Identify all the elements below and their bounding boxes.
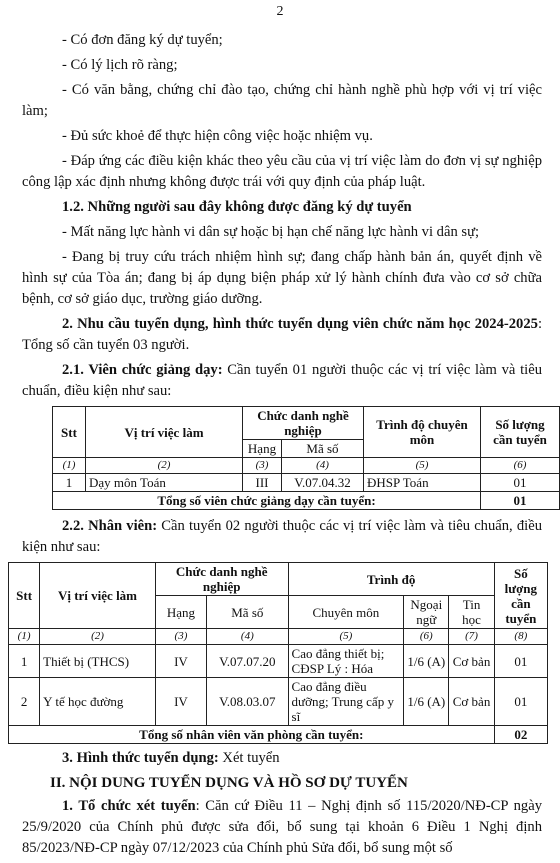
total-row [53, 492, 560, 510]
cell-it: Cơ bản [449, 645, 494, 678]
cell-code: V.08.03.07 [207, 678, 288, 726]
section-II-1 [22, 796, 542, 859]
cell-grade: IV [155, 678, 206, 726]
col-code: Mã số [282, 440, 364, 458]
cell-position: Dạy môn Toán [86, 474, 243, 492]
cell-position: Thiết bị (THCS) [40, 645, 156, 678]
bullet-resume: - Có lý lịch rõ ràng; [62, 57, 178, 73]
cell-position: Y tế học đường [40, 678, 156, 726]
index-cell: (5) [288, 629, 404, 645]
col-qualification: Trình độ chuyên môn [364, 407, 481, 458]
section-2-1-text: Cần tuyển 01 người thuộc các vị trí việc làm và tiêu chuẩn, điều kiện như sau: [22, 362, 542, 399]
section-2-title: 2. Nhu cầu tuyển dụng, hình thức tuyển dụng viên chức năm học 2024-2025 [62, 316, 538, 332]
section-II-1-text: : Căn cứ Điều 11 – Nghị định số 115/2020/NĐ-CP ngày 25/9/2020 của Chính phủ được sửa đổi, bổ sung tại khoản 6 Điều 1 Nghị định 85/2023/NĐ-CP ngày 07/12/2023 của Chính phủ Sửa đổi, bổ sung một số [22, 798, 542, 856]
cell-grade: IV [155, 645, 206, 678]
index-cell: (1) [53, 458, 86, 474]
page-number: 2 [276, 4, 284, 19]
cell-quantity: 01 [494, 645, 547, 678]
body-text [16, 30, 547, 863]
col-quantity: Số lượng cần tuyển [481, 407, 560, 458]
cell-grade: III [243, 474, 282, 492]
col-qualification: Trình độ [288, 563, 494, 596]
index-cell: (7) [449, 629, 494, 645]
section-3-text: Xét tuyển [218, 750, 280, 766]
index-cell: (6) [481, 458, 560, 474]
bullet-other-conditions: - Đáp ứng các điều kiện khác theo yêu cầu của vị trí việc làm do đơn vị sự nghiệp công lập xác định nhưng không được trái với quy định của pháp luật. [22, 153, 542, 190]
total-label: Tổng số nhân viên văn phòng cần tuyển: [9, 726, 495, 744]
col-position: Vị trí việc làm [40, 563, 156, 629]
heading-1-2: 1.2. Những người sau đây không được đăng ký dự tuyển [62, 199, 412, 215]
section-2-2-title: 2.2. Nhân viên: [62, 518, 158, 534]
staff-table [8, 562, 548, 744]
cell-stt: 2 [9, 678, 40, 726]
cell-it: Cơ bản [449, 678, 494, 726]
col-stt: Stt [53, 407, 86, 458]
bullet-certificates: - Có văn bằng, chứng chỉ đào tạo, chứng chỉ hành nghề phù hợp với vị trí việc làm; [22, 82, 542, 119]
section-2 [22, 314, 542, 356]
section-3-title: 3. Hình thức tuyển dụng: [62, 750, 219, 766]
index-cell: (3) [155, 629, 206, 645]
cell-stt: 1 [9, 645, 40, 678]
bullet-health: - Đủ sức khoẻ để thực hiện công việc hoặc nhiệm vụ. [62, 128, 373, 144]
table-row [9, 678, 548, 726]
total-value: 02 [494, 726, 547, 744]
col-code: Mã số [207, 596, 288, 629]
index-cell: (5) [364, 458, 481, 474]
table-row [53, 474, 560, 492]
col-title: Chức danh nghề nghiệp [243, 407, 364, 440]
index-cell: (8) [494, 629, 547, 645]
section-2-2-text: Cần tuyển 02 người thuộc các vị trí việc làm và tiêu chuẩn, điều kiện như sau: [22, 518, 543, 555]
index-cell: (3) [243, 458, 282, 474]
cell-code: V.07.07.20 [207, 645, 288, 678]
col-position: Vị trí việc làm [86, 407, 243, 458]
cell-language: 1/6 (A) [404, 678, 449, 726]
col-title: Chức danh nghề nghiệp [155, 563, 288, 596]
cell-code: V.07.04.32 [282, 474, 364, 492]
cell-quantity: 01 [494, 678, 547, 726]
index-cell: (6) [404, 629, 449, 645]
cell-stt: 1 [53, 474, 86, 492]
section-2-2 [22, 516, 542, 558]
index-cell: (4) [282, 458, 364, 474]
section-II-1-title: 1. Tổ chức xét tuyển [62, 798, 196, 814]
teacher-table [52, 406, 560, 510]
cell-major: Cao đẳng thiết bị; CĐSP Lý : Hóa [288, 645, 404, 678]
index-row [53, 458, 560, 474]
total-row [9, 726, 548, 744]
exclusion-item-1: - Mất năng lực hành vi dân sự hoặc bị hạn chế năng lực hành vi dân sự; [62, 224, 480, 240]
total-label: Tổng số viên chức giảng dạy cần tuyển: [53, 492, 481, 510]
col-language: Ngoại ngữ [404, 596, 449, 629]
col-quantity: Số lượng cần tuyển [494, 563, 547, 629]
index-cell: (2) [40, 629, 156, 645]
exclusion-item-2: - Đang bị truy cứu trách nhiệm hình sự; đang chấp hành bản án, quyết định về hình sự của Tòa án; đang bị áp dụng biện pháp xử lý hành chính đưa vào cơ sở chữa bệnh, cơ sở giáo dục, trường giáo dưỡng. [22, 249, 542, 307]
cell-quantity: 01 [481, 474, 560, 492]
section-2-1-title: 2.1. Viên chức giảng dạy: [62, 362, 223, 378]
col-grade: Hạng [243, 440, 282, 458]
col-major: Chuyên môn [288, 596, 404, 629]
index-cell: (4) [207, 629, 288, 645]
section-3 [22, 748, 542, 769]
col-grade: Hạng [155, 596, 206, 629]
cell-language: 1/6 (A) [404, 645, 449, 678]
col-stt: Stt [9, 563, 40, 629]
cell-major: Cao đẳng điều dưỡng; Trung cấp y sĩ [288, 678, 404, 726]
col-it: Tin học [449, 596, 494, 629]
index-cell: (2) [86, 458, 243, 474]
table-row [9, 645, 548, 678]
bullet-application: - Có đơn đăng ký dự tuyển; [62, 32, 223, 48]
total-value: 01 [481, 492, 560, 510]
section-II-heading: II. NỘI DUNG TUYỂN DỤNG VÀ HỒ SƠ DỰ TUYỂN [50, 775, 408, 791]
index-row [9, 629, 548, 645]
section-2-1 [22, 360, 542, 402]
section-2-text: : Tổng số cần tuyển 03 người. [22, 316, 542, 353]
index-cell: (1) [9, 629, 40, 645]
cell-qualification: ĐHSP Toán [364, 474, 481, 492]
